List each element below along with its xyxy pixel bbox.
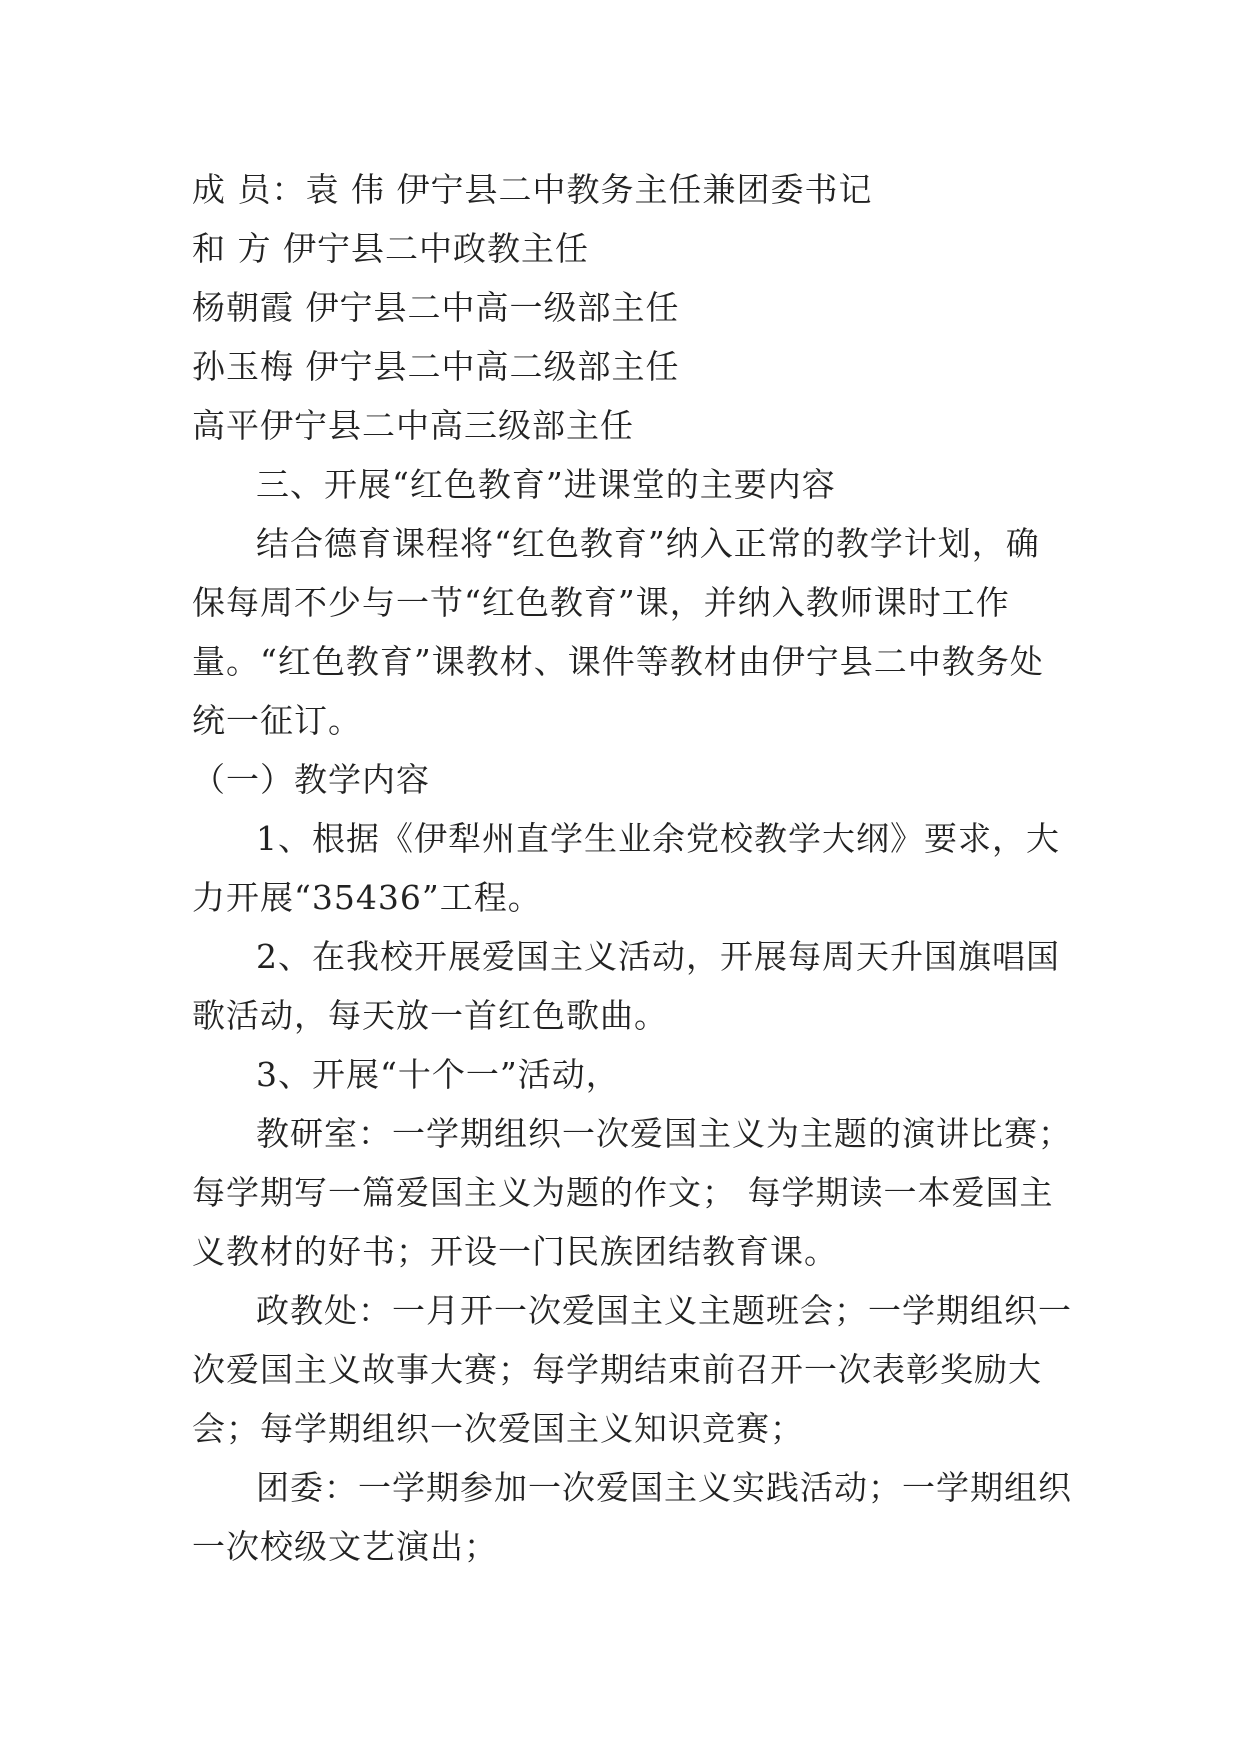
member-line-sun-yumei: 孙玉梅 伊宁县二中高二级部主任 [192,347,680,386]
paragraph-teaching-research-office: 教研室：一学期组织一次爱国主义为主题的演讲比赛；每学期写一篇爱国主义为题的作文； 每学期读一本爱国主义教材的好书；开设一门民族团结教育课。 [192,1114,1072,1271]
member-line-he-fang: 和 方 伊宁县二中政教主任 [192,229,589,268]
section-heading-main-content: 三、开展“红色教育”进课堂的主要内容 [256,465,836,504]
sub-heading-teaching-content: （一）教学内容 [192,760,430,799]
member-line-yuan-wei: 成 员：袁 伟 伊宁县二中教务主任兼团委书记 [192,170,873,209]
paragraph-youth-league: 团委：一学期参加一次爱国主义实践活动；一学期组织一次校级文艺演出； [192,1468,1072,1566]
member-line-gao-ping: 高平伊宁县二中高三级部主任 [192,406,634,445]
paragraph-political-education-office: 政教处：一月开一次爱国主义主题班会；一学期组织一次爱国主义故事大赛；每学期结束前召开一次表彰奖励大会；每学期组织一次爱国主义知识竞赛； [192,1291,1072,1448]
paragraph-red-education-intro: 结合德育课程将“红色教育”纳入正常的教学计划，确保每周不少与一节“红色教育”课，并纳入教师课时工作量。“红色教育”课教材、课件等教材由伊宁县二中教务处统一征订。 [192,524,1044,740]
teaching-item-1: 1、根据《伊犁州直学生业余党校教学大纲》要求，大力开展“35436”工程。 [192,819,1060,917]
teaching-item-3: 3、开展“十个一”活动， [256,1055,620,1094]
document-body [192,160,1072,1576]
teaching-item-2: 2、在我校开展爱国主义活动，开展每周天升国旗唱国歌活动，每天放一首红色歌曲。 [192,937,1060,1035]
member-line-yang-zhaoxia: 杨朝霞 伊宁县二中高一级部主任 [192,288,680,327]
